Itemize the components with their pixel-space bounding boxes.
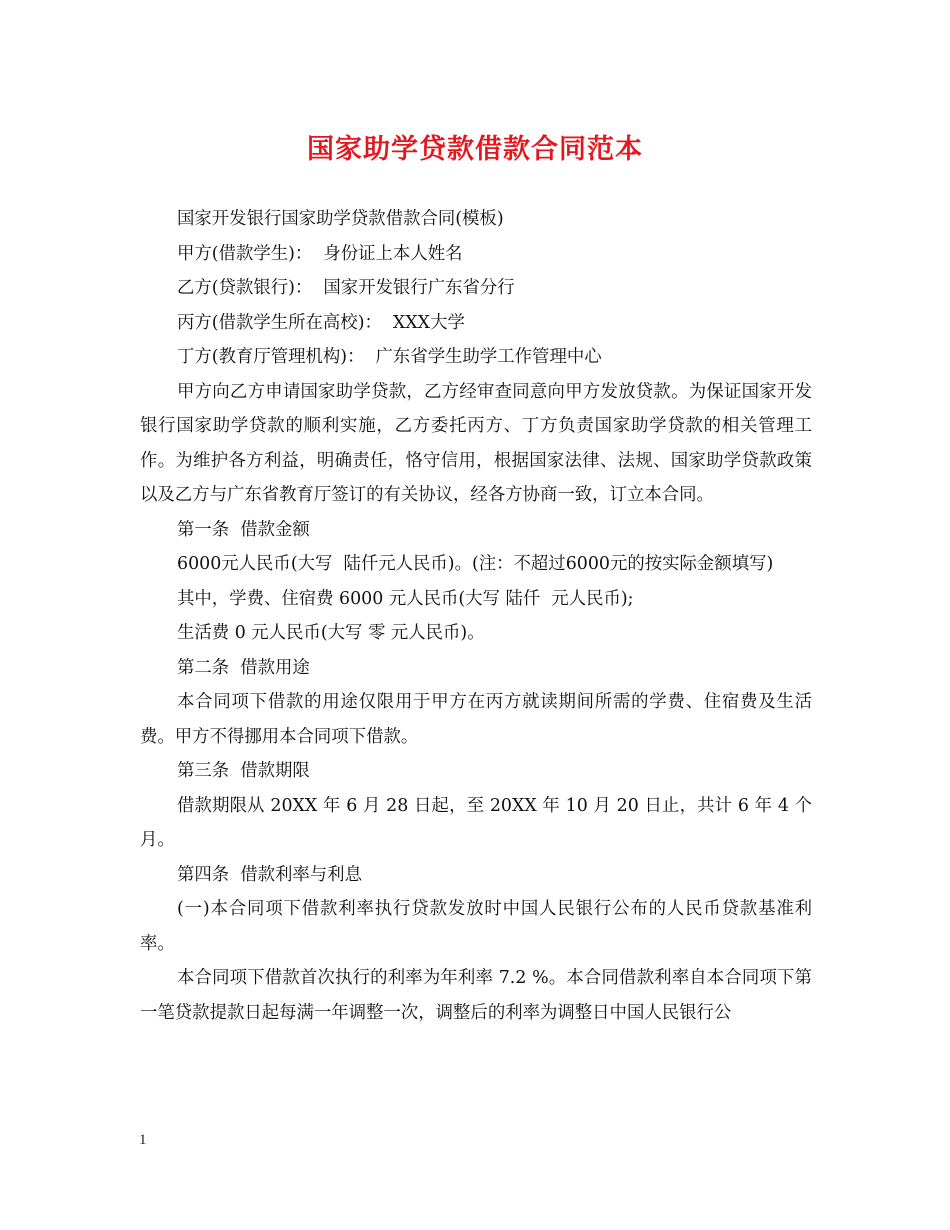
- party-d-line: 丁方(教育厅管理机构)： 广东省学生助学工作管理中心: [177, 347, 602, 367]
- article-2-heading: 第二条 借款用途: [177, 657, 310, 678]
- party-b-line: 乙方(贷款银行)： 国家开发银行广东省分行: [177, 278, 515, 298]
- article-4-heading: 第四条 借款利率与利息: [177, 864, 362, 885]
- page-number: 1: [139, 1132, 147, 1148]
- loan-purpose-paragraph: 本合同项下借款的用途仅限用于甲方在丙方就读期间所需的学费、住宿费及生活费。甲方不得挪用本合同项下借款。: [140, 692, 812, 747]
- article-3-heading: 第三条 借款期限: [177, 761, 310, 781]
- loan-term-paragraph: 借款期限从 20XX 年 6 月 28 日起，至 20XX 年 10 月 20 日止，共计 6 年 4 个月。: [140, 795, 812, 850]
- document-title: 国家助学贷款借款合同范本: [307, 134, 643, 165]
- document-body: [140, 202, 812, 1030]
- loan-amount-paragraph: 6000元人民币(大写 陆仟元人民币)。(注：不超过6000元的按实际金额填写): [177, 554, 774, 574]
- party-a-line: 甲方(借款学生)： 身份证上本人姓名: [177, 243, 463, 264]
- party-c-line: 丙方(借款学生所在高校)： XXX大学: [177, 312, 465, 333]
- contract-heading: 国家开发银行国家助学贷款借款合同(模板): [177, 209, 504, 229]
- interest-rate-clause-1: (一)本合同项下借款利率执行贷款发放时中国人民银行公布的人民币贷款基准利率。: [140, 899, 812, 954]
- tuition-amount-line: 其中，学费、住宿费 6000 元人民币(大写 陆仟 元人民币);: [177, 588, 634, 609]
- interest-rate-paragraph: 本合同项下借款首次执行的利率为年利率 7.2 %。本合同借款利率自本合同项下第一笔贷款提款日起每满一年调整一次，调整后的利率为调整日中国人民银行公: [140, 968, 812, 1023]
- living-expense-line: 生活费 0 元人民币(大写 零 元人民币)。: [177, 623, 485, 643]
- preamble-paragraph: 甲方向乙方申请国家助学贷款，乙方经审查同意向甲方发放贷款。为保证国家开发银行国家助学贷款的顺利实施，乙方委托丙方、丁方负责国家助学贷款的相关管理工作。为维护各方利益，明确责任，恪守信用，根据国家法律、法规、国家助学贷款政策以及乙方与广东省教育厅签订的有关协议，经各方协商一致，订立本合同。: [140, 381, 812, 505]
- article-1-heading: 第一条 借款金额: [177, 519, 310, 540]
